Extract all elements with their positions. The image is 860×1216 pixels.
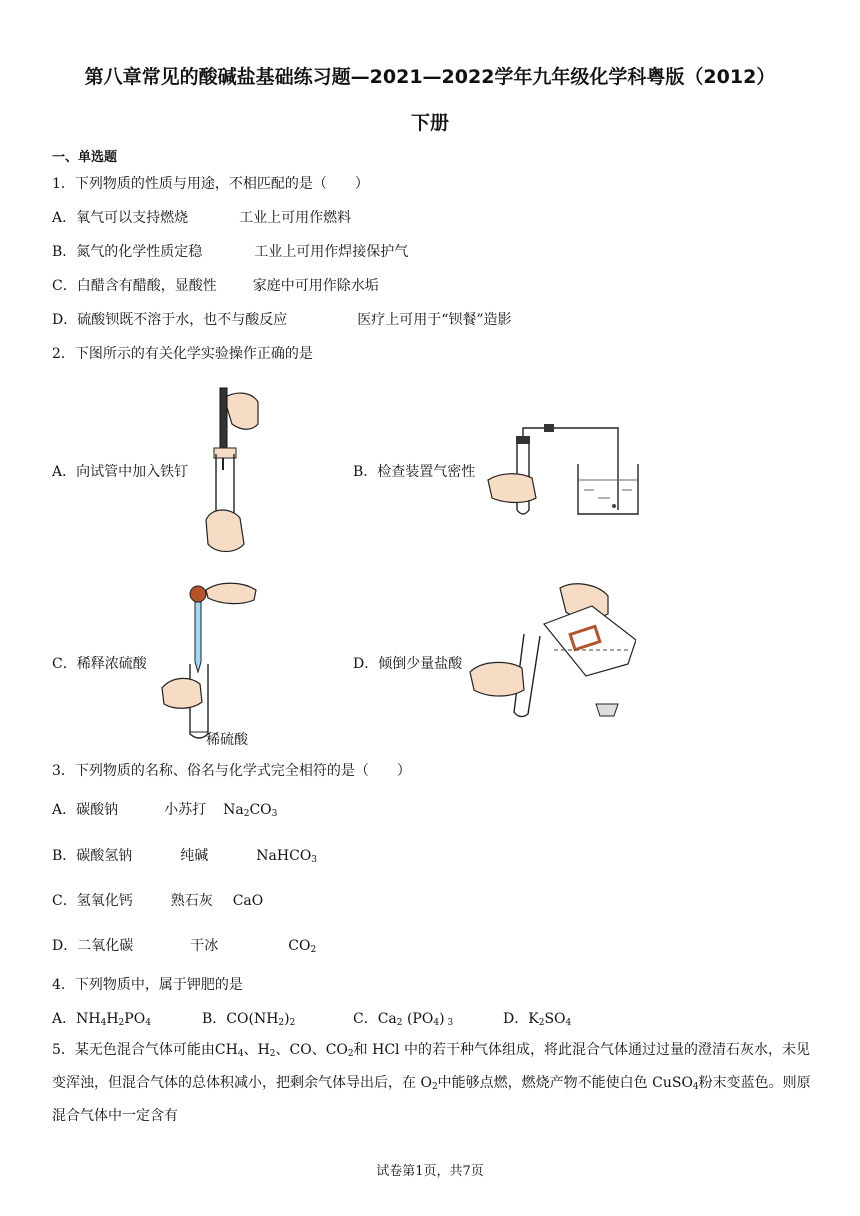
- q1-stem: 1．下列物质的性质与用途，不相匹配的是（ ）: [52, 176, 369, 192]
- add-iron-nail-figure: [196, 384, 266, 556]
- option-use: 家庭中可用作除水垢: [252, 278, 379, 294]
- option-formula: $CO_2$: [288, 938, 317, 955]
- option-property: 硫酸钡既不溶于水，也不与酸反应: [77, 312, 288, 328]
- q1-option-a: [52, 207, 351, 227]
- q3-option-b: [52, 845, 317, 865]
- q4-stem: 4．下列物质中，属于钾肥的是: [52, 977, 243, 993]
- option-formula: CaO: [232, 893, 264, 909]
- option-letter: B．: [52, 848, 77, 864]
- option-letter: A．: [52, 210, 77, 226]
- option-letter: A．: [52, 802, 77, 818]
- q2-option-a-label: A．向试管中加入铁钉: [52, 464, 189, 480]
- pour-acid-figure: [468, 580, 636, 722]
- q3-option-d: [52, 935, 316, 955]
- q4-option-b: B．$CO(NH_2)_2$: [202, 1011, 296, 1028]
- section-heading: 一、单选题: [52, 150, 118, 165]
- q2-stem: 2．下图所示的有关化学实验操作正确的是: [52, 346, 313, 362]
- page-title-line2: 下册: [410, 112, 449, 134]
- option-letter: D．: [52, 938, 78, 954]
- option-name: 碳酸氢钠: [76, 848, 133, 864]
- option-name: 氢氧化钙: [76, 893, 133, 909]
- option-use: 医疗上可用于“钡餐”造影: [357, 312, 512, 328]
- option-property: 氧气可以支持燃烧: [76, 210, 189, 226]
- page-footer: 试卷第1页，共7页: [376, 1164, 484, 1179]
- q2-option-b-label: B．检查装置气密性: [353, 464, 476, 480]
- q5-stem: 5．某无色混合气体可能由$CH_4$、$H_2$、CO、$CO_2$和 HCl 中的若干种气体组成，将此混合气体通过过量的澄清石灰水，未见变浑浊，但混合气体的总体积减小，把剩余气体导出后，在 $O_2$中能够点燃，燃烧产物不能使白色 CuSO$_4$粉末变蓝色。则原混合气体中一定含有: [52, 1042, 811, 1124]
- q1-option-c: [52, 275, 379, 295]
- q4-option-a: A．$NH_4H_2PO_4$: [52, 1011, 151, 1028]
- option-name: 碳酸钠: [76, 802, 119, 818]
- dilute-acid-text: 稀硫酸: [206, 732, 248, 748]
- dilute-acid-figure: [160, 576, 270, 748]
- option-use: 工业上可用作燃料: [239, 210, 352, 226]
- option-common-name: 小苏打: [164, 802, 207, 818]
- airtightness-check-figure: [486, 418, 642, 522]
- option-property: 氮气的化学性质定稳: [76, 244, 203, 260]
- option-formula: $Na_2CO_3$: [223, 802, 278, 819]
- option-property: 白醋含有醋酸，显酸性: [76, 278, 217, 294]
- q4-option-d: D．$K_2SO_4$: [503, 1011, 572, 1028]
- option-common-name: 干冰: [190, 938, 219, 954]
- page-title: 第八章常见的酸碱盐基础练习题—2021—2022学年九年级化学科粤版（2012）: [84, 66, 776, 88]
- q2-option-d-label: D．倾倒少量盐酸: [353, 656, 463, 672]
- q1-option-b: [52, 241, 408, 261]
- option-letter: C．: [52, 893, 77, 909]
- option-formula: NaHCO$_3$: [256, 848, 318, 865]
- option-letter: C．: [52, 278, 77, 294]
- option-use: 工业上可用作焊接保护气: [254, 244, 409, 260]
- q1-option-d: [52, 309, 512, 329]
- option-letter: D．: [52, 312, 78, 328]
- q3-option-a: [52, 799, 277, 819]
- q3-option-c: [52, 890, 263, 910]
- option-name: 二氧化碳: [77, 938, 134, 954]
- q3-stem: 3．下列物质的名称、俗名与化学式完全相符的是（ ）: [52, 763, 411, 779]
- q2-option-c-label: C．稀释浓硫酸: [52, 656, 147, 672]
- q4-option-c: C．$Ca_2$ $(PO_4)$ $_3$: [353, 1011, 454, 1028]
- option-common-name: 纯碱: [180, 848, 209, 864]
- option-letter: B．: [52, 244, 77, 260]
- option-common-name: 熟石灰: [170, 893, 213, 909]
